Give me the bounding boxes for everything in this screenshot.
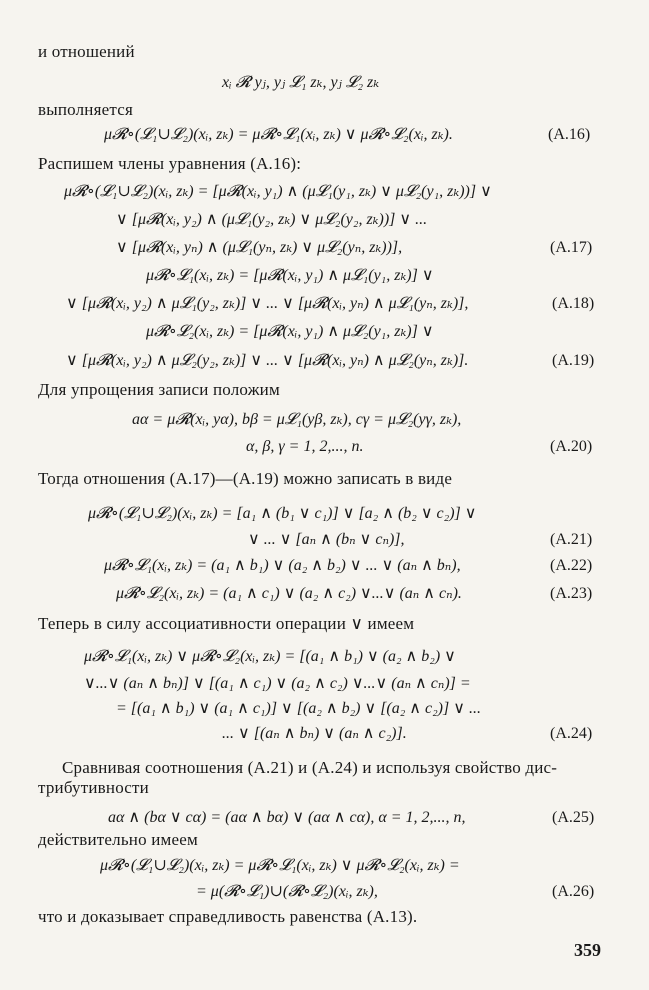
equation-tag: (A.21) [550, 531, 593, 548]
equation-a17-line3: ∨ [μ𝓡(xᵢ, yₙ) ∧ (μ𝓛₁(yₙ, zₖ) ∨ μ𝓛₂(yₙ, zₖ))], [116, 239, 403, 256]
equation-a17-line1: μ𝓡∘(𝓛₁∪𝓛₂)(xᵢ, zₖ) = [μ𝓡(xᵢ, y₁) ∧ (μ𝓛₁(y₁, zₖ) ∨ μ𝓛₂(y₁, zₖ))] ∨ [64, 183, 492, 200]
equation-tag: (A.22) [550, 557, 593, 574]
equation-a19-line1: μ𝓡∘𝓛₂(xᵢ, zₖ) = [μ𝓡(xᵢ, y₁) ∧ μ𝓛₂(y₁, zₖ)] ∨ [146, 323, 434, 340]
text-line: действительно имеем [38, 830, 198, 849]
equation-a22: μ𝓡∘𝓛₁(xᵢ, zₖ) = (a₁ ∧ b₁) ∨ (a₂ ∧ b₂) ∨ ... ∨ (aₙ ∧ bₙ), [104, 557, 461, 574]
equation-tag: (A.18) [552, 295, 595, 312]
equation-tag: (A.16) [548, 126, 591, 143]
equation-tag: (A.19) [552, 352, 595, 369]
text-line: Распишем члены уравнения (A.16): [38, 154, 302, 173]
equation-a20-line1: aα = μ𝓡(xᵢ, yα), bβ = μ𝓛₁(yβ, zₖ), cγ = μ𝓛₂(yγ, zₖ), [132, 411, 462, 428]
text-line: трибутивности [38, 778, 149, 797]
equation-a24-line1: μ𝓡∘𝓛₁(xᵢ, zₖ) ∨ μ𝓡∘𝓛₂(xᵢ, zₖ) = [(a₁ ∧ b₁) ∨ (a₂ ∧ b₂) ∨ [84, 648, 456, 665]
text-line: Теперь в силу ассоциативности операции ∨ имеем [38, 614, 415, 633]
equation-tag: (A.23) [550, 585, 593, 602]
text-line: что и доказывает справедливость равенства (A.13). [38, 907, 418, 926]
equation-a23: μ𝓡∘𝓛₂(xᵢ, zₖ) = (a₁ ∧ c₁) ∨ (a₂ ∧ c₂) ∨...∨ (aₙ ∧ cₙ). [116, 585, 462, 602]
page-number: 359 [574, 940, 601, 960]
equation-tag: (A.20) [550, 438, 593, 455]
equation-a26-line1: μ𝓡∘(𝓛₁∪𝓛₂)(xᵢ, zₖ) = μ𝓡∘𝓛₁(xᵢ, zₖ) ∨ μ𝓡∘𝓛₂(xᵢ, zₖ) = [100, 857, 460, 874]
equation-tag: (A.26) [552, 883, 595, 900]
equation-a16: μ𝓡∘(𝓛₁∪𝓛₂)(xᵢ, zₖ) = μ𝓡∘𝓛₁(xᵢ, zₖ) ∨ μ𝓡∘𝓛₂(xᵢ, zₖ). [104, 126, 453, 143]
text-line: Сравнивая соотношения (A.21) и (A.24) и используя свойство дис- [62, 758, 558, 777]
equation-a21-line2: ∨ ... ∨ [aₙ ∧ (bₙ ∨ cₙ)], [248, 531, 405, 548]
equation-a24-line4: ... ∨ [(aₙ ∧ bₙ) ∨ (aₙ ∧ c₂)]. [222, 725, 407, 742]
equation-a24-line3: = [(a₁ ∧ b₁) ∨ (a₁ ∧ c₁)] ∨ [(a₂ ∧ b₂) ∨ [(a₂ ∧ c₂)] ∨ ... [116, 700, 481, 717]
equation-a20-line2: α, β, γ = 1, 2,..., n. [246, 438, 364, 455]
text-line: Для упрощения записи положим [38, 380, 280, 399]
text-line: Тогда отношения (A.17)—(A.19) можно записать в виде [38, 469, 453, 488]
equation-a17-line2: ∨ [μ𝓡(xᵢ, y₂) ∧ (μ𝓛₁(y₂, zₖ) ∨ μ𝓛₂(y₂, zₖ))] ∨ ... [116, 211, 428, 228]
equation-tag: (A.24) [550, 725, 593, 742]
equation-a18-line2: ∨ [μ𝓡(xᵢ, y₂) ∧ μ𝓛₁(y₂, zₖ)] ∨ ... ∨ [μ𝓡(xᵢ, yₙ) ∧ μ𝓛₁(yₙ, zₖ)], [66, 295, 469, 312]
equation-tag: (A.25) [552, 809, 595, 826]
equation-a18-line1: μ𝓡∘𝓛₁(xᵢ, zₖ) = [μ𝓡(xᵢ, y₁) ∧ μ𝓛₁(y₁, zₖ)] ∨ [146, 267, 434, 284]
equation-tag: (A.17) [550, 239, 593, 256]
relations-formula: xᵢ 𝓡 yⱼ, yⱼ 𝓛₁ zₖ, yⱼ 𝓛₂ zₖ [222, 74, 380, 91]
equation-a19-line2: ∨ [μ𝓡(xᵢ, y₂) ∧ μ𝓛₂(y₂, zₖ)] ∨ ... ∨ [μ𝓡(xᵢ, yₙ) ∧ μ𝓛₂(yₙ, zₖ)]. [66, 352, 469, 369]
equation-a21-line1: μ𝓡∘(𝓛₁∪𝓛₂)(xᵢ, zₖ) = [a₁ ∧ (b₁ ∨ c₁)] ∨ [a₂ ∧ (b₂ ∨ c₂)] ∨ [88, 505, 477, 522]
equation-a26-line2: = μ(𝓡∘𝓛₁)∪(𝓡∘𝓛₂)(xᵢ, zₖ), [196, 883, 378, 900]
text-line: и отношений [38, 42, 135, 61]
equation-a24-line2: ∨...∨ (aₙ ∧ bₙ)] ∨ [(a₁ ∧ c₁) ∨ (a₂ ∧ c₂) ∨...∨ (aₙ ∧ cₙ)] = [84, 675, 471, 692]
equation-a25: aα ∧ (bα ∨ cα) = (aα ∧ bα) ∨ (aα ∧ cα), α = 1, 2,..., n, [108, 809, 466, 826]
text-line: выполняется [38, 100, 133, 119]
